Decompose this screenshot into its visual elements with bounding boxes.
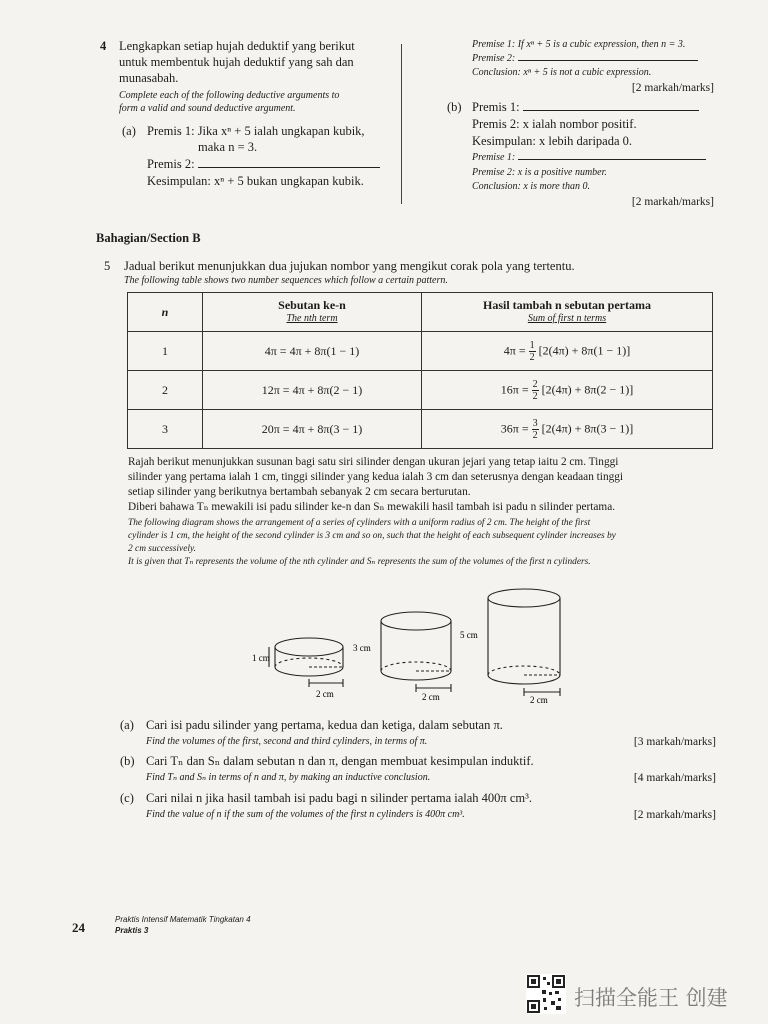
cylinder-3-base-back [488,666,560,675]
sum-rhs: [2(4π) + 8π(2 − 1)] [541,381,634,396]
table-header-term-ms: Sebutan ke-n [278,298,346,312]
q4-intro-ms-line: munasabah. [119,71,179,85]
cylinder-2-radius-label: 2 cm [422,692,440,702]
q4b-premise1-en [472,151,706,164]
q5c-text-ms: Cari nilai n jika hasil tambah isi padu bagi n silinder pertama ialah 400π cm³. [146,791,533,805]
cylinder-1-top [275,638,343,656]
sequence-table [127,292,713,449]
table-cell-sum [422,410,713,449]
q4b-premise1-ms-label: Premis 1: [472,100,520,114]
cylinder-2-height-label: 3 cm [353,643,371,653]
cylinder-1-radius-label: 2 cm [316,689,334,699]
table-cell-sum [422,332,713,371]
table-row [128,332,713,371]
q4-intro-ms [119,38,394,86]
q5c-label: (c) [120,791,134,805]
sum-lhs: 4π = [503,342,526,357]
q4a-label: (a) [122,124,136,138]
sum-rhs: [2(4π) + 8π(3 − 1)] [541,420,634,435]
q4b-premise1-ms [472,99,699,115]
q5-intro-en: The following table shows two number sequences which follow a certain pattern. [124,275,448,286]
fraction-denominator: 2 [532,390,538,402]
q4a-premise2-ms-label: Premis 2: [147,157,195,171]
watermark-text: 扫描全能王 创建 [574,986,728,1010]
table-header-n: n [128,293,203,332]
page-number: 24 [72,920,85,935]
table-cell-n: 1 [128,332,203,371]
q4b-premise2-ms: Premis 2: x ialah nombor positif. [472,117,637,131]
q4-intro-en-line: Complete each of the following deductive arguments to [119,90,340,101]
q5-desc-en-line: cylinder is 1 cm, the height of the second cylinder is 3 cm and so on, such that the height of each subsequent cylinder increases by [128,531,616,541]
section-title: Bahagian/Section B [96,231,201,245]
q4b-premise1-en-label: Premise 1: [472,152,516,163]
fraction [529,340,536,363]
q4b-label: (b) [447,100,462,114]
q4b-premise1-answer-line[interactable] [523,110,699,111]
table-cell-n: 2 [128,371,203,410]
book-title: Praktis Intensif Matematik Tingkatan 4 [115,915,251,924]
table-cell-term: 4π = 4π + 8π(1 − 1) [203,332,422,371]
q4a-premise1-ms-cont: maka n = 3. [198,140,258,154]
q5b-text-en: Find Tₙ and Sₙ in terms of n and π, by making an inductive conclusion. [146,772,431,783]
q4a-premise1-en: Premise 1: If xⁿ + 5 is a cubic expression, then n = 3. [472,39,686,50]
q4a-marks: [2 markah/marks] [631,82,714,94]
q4-intro-ms-line: untuk membentuk hujah deduktif yang sah dan [119,55,354,69]
table-row [128,410,713,449]
q5-desc-ms-line: Diberi bahawa Tₙ mewakili isi padu silinder ke-n dan Sₙ mewakili hasil tambah isi padu n silinder pertama. [128,501,616,513]
q5-desc-ms-line: Rajah berikut menunjukkan susunan bagi satu siri silinder dengan ukuran jejari yang tetap iaitu 2 cm. Tinggi [128,456,619,468]
q5b-marks: [4 markah/marks] [633,772,716,784]
table-cell-term: 12π = 4π + 8π(2 − 1) [203,371,422,410]
q4b-marks: [2 markah/marks] [631,196,714,208]
table-header-term-en: The nth term [286,313,338,324]
cylinder-1 [269,638,343,687]
q5a-label: (a) [120,718,134,732]
cylinder-2 [381,612,451,692]
cylinder-1-height-label: 1 cm [252,653,270,663]
q4-intro-ms-line: Lengkapkan setiap hujah deduktif yang berikut [119,39,355,53]
table-header-sum [422,293,713,332]
q4-number: 4 [100,39,107,53]
q5-intro-ms: Jadual berikut menunjukkan dua jujukan nombor yang mengikut corak pola yang tertentu. [124,259,575,273]
q4a-premise1-ms: Premis 1: Jika xⁿ + 5 ialah ungkapan kubik, [147,124,365,138]
q5b-label: (b) [120,754,135,768]
q4-intro-en [119,89,394,115]
cylinder-1-base-front [275,667,343,676]
cylinder-3-top [488,589,560,607]
q4-intro-en-line: form a valid and sound deductive argument. [119,103,296,114]
fraction [532,379,539,402]
table-cell-n: 3 [128,410,203,449]
q5-description-en [128,517,728,569]
cylinder-3 [488,589,560,696]
fraction-numerator: 2 [532,378,538,390]
fraction [532,418,539,441]
q5c-text-en: Find the value of n if the sum of the volumes of the first n cylinders is 400π cm³. [146,809,465,820]
q4a-conclusion-en: Conclusion: xⁿ + 5 is not a cubic expression. [472,67,652,78]
table-header-sum-ms: Hasil tambah n sebutan pertama [482,298,652,312]
fraction-numerator: 3 [532,417,538,429]
cylinder-3-base-front [488,675,560,684]
q5a-text-ms: Cari isi padu silinder yang pertama, kedua dan ketiga, dalam sebutan π. [146,718,503,732]
table-row [128,371,713,410]
cylinder-2-base-front [381,671,451,680]
cylinders-diagram [240,585,570,705]
q5-desc-ms-line: setiap silinder yang berikutnya bertambah sebanyak 2 cm secara berturutan. [128,486,471,498]
table-cell-sum [422,371,713,410]
q5-desc-en-line: 2 cm successively. [128,544,196,554]
fraction-numerator: 1 [529,339,535,351]
sum-rhs: [2(4π) + 8π(1 − 1)] [538,342,631,357]
cylinder-2-base-back [381,662,451,671]
q5-desc-en-line: The following diagram shows the arrangement of a series of cylinders with a uniform radius of 2 cm. The height of the first [128,518,591,528]
cylinder-3-height-label: 5 cm [460,630,478,640]
q4b-conclusion-ms: Kesimpulan: x lebih daripada 0. [472,134,633,148]
sum-lhs: 36π = [500,420,529,435]
table-header-sum-en: Sum of first n terms [527,313,607,324]
sum-lhs: 16π = [500,381,529,396]
q4a-premise2-ms [147,156,380,172]
q5-description-ms [128,455,728,515]
q4a-premise2-en [472,52,698,65]
table-cell-term: 20π = 4π + 8π(3 − 1) [203,410,422,449]
cylinder-2-top [381,612,451,630]
q5a-text-en: Find the volumes of the first, second and third cylinders, in terms of π. [146,736,428,747]
fraction-denominator: 2 [532,429,538,441]
qr-code-icon [526,974,566,1014]
fraction-denominator: 2 [529,351,535,363]
q4a-premise2-en-line [518,60,698,61]
q4a-premise2-answer-line[interactable] [198,167,380,168]
q4a-conclusion-ms: Kesimpulan: xⁿ + 5 bukan ungkapan kubik. [147,174,364,188]
q5-number: 5 [104,259,111,273]
q5-desc-ms-line: silinder yang pertama ialah 1 cm, tinggi silinder yang kedua ialah 3 cm dan seterusnya dengan keadaan tinggi [128,471,624,483]
q5b-text-ms: Cari Tₙ dan Sₙ dalam sebutan n dan π, dengan membuat kesimpulan induktif. [146,754,534,768]
q5c-marks: [2 markah/marks] [633,809,716,821]
q4b-conclusion-en: Conclusion: x is more than 0. [472,181,590,192]
column-divider [401,44,402,204]
table-header-term [203,293,422,332]
cylinder-3-radius-label: 2 cm [530,695,548,705]
q4b-premise2-en: Premise 2: x is a positive number. [472,167,607,178]
practice-label: Praktis 3 [115,926,149,935]
q5a-marks: [3 markah/marks] [633,736,716,748]
q5-desc-en-line: It is given that Tₙ represents the volume of the nth cylinder and Sₙ represents the sum of the volumes of the first n cylinders. [128,557,591,567]
table-header-row [128,293,713,332]
cylinder-1-base-back [275,658,343,667]
q4b-premise1-en-line [518,159,706,160]
q4a-premise2-en-label: Premise 2: [472,53,516,64]
